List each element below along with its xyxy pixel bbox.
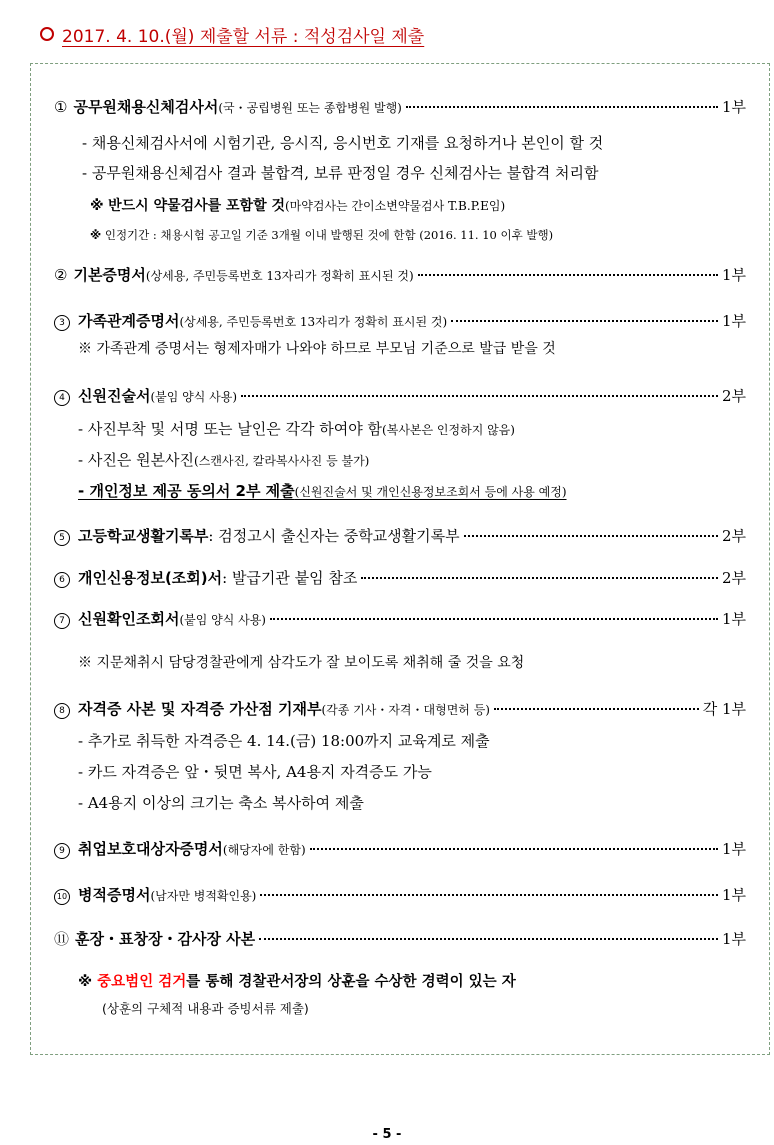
sub-note: (스캔사진, 칼라복사사진 등 불가) xyxy=(194,454,370,468)
reference-mark: ※ xyxy=(78,974,93,990)
item-label: 가족관계증명서 xyxy=(78,312,180,330)
item-label: 신원확인조회서 xyxy=(78,610,180,628)
dot-leader xyxy=(260,894,718,896)
item-count: 1부 xyxy=(721,312,746,330)
item-number: ② xyxy=(54,266,68,284)
item-count: 1부 xyxy=(721,266,746,284)
item-note: : 발급기관 붙임 참조 xyxy=(222,569,358,587)
item-4-sub-1 xyxy=(78,418,515,439)
item-6 xyxy=(54,567,746,589)
item-11-remark-2: (상훈의 구체적 내용과 증빙서류 제출) xyxy=(102,1001,309,1016)
item-10 xyxy=(54,884,746,906)
item-count: 2부 xyxy=(721,387,746,405)
remark-note: (마약검사는 간이소변약물검사 T.B.P.E임) xyxy=(285,199,506,213)
reference-mark: ※ xyxy=(90,198,104,214)
item-label: 공무원채용신체검사서 xyxy=(73,98,219,116)
dot-leader xyxy=(494,708,699,710)
item-label: 신원진술서 xyxy=(78,387,151,405)
item-number: 6 xyxy=(54,572,70,588)
item-11-remark xyxy=(78,970,516,991)
sub-text: - 사진부착 및 서명 또는 날인은 각각 하여야 함 xyxy=(78,420,383,438)
item-note: (남자만 병적확인용) xyxy=(150,889,257,903)
item-8 xyxy=(54,698,746,720)
sub-text: - 사진은 원본사진 xyxy=(78,451,195,469)
item-7 xyxy=(54,608,746,630)
item-7-remark: ※ 지문채취시 담당경찰관에게 삼각도가 잘 보이도록 채취해 줄 것을 요청 xyxy=(78,655,525,671)
item-3 xyxy=(54,310,746,332)
item-number: 10 xyxy=(54,889,70,905)
item-label: 기본증명서 xyxy=(73,266,146,284)
item-label: 병적증명서 xyxy=(78,886,151,904)
item-4 xyxy=(54,385,746,407)
item-note: : 검정고시 출신자는 중학교생활기록부 xyxy=(208,527,460,545)
dot-leader xyxy=(418,274,718,276)
item-2 xyxy=(54,264,746,285)
item-count: 2부 xyxy=(721,569,746,587)
item-note: (국・공립병원 또는 종합병원 발행) xyxy=(218,101,402,115)
item-count: 1부 xyxy=(721,930,746,948)
item-1-remark-2 xyxy=(90,227,553,243)
item-3-remark: ※ 가족관계 증명서는 형제자매가 나와야 하므로 부모님 기준으로 발급 받을 것 xyxy=(78,341,556,357)
item-number: 3 xyxy=(54,315,70,331)
item-note: (붙임 양식 사용) xyxy=(179,613,266,627)
item-label: 취업보호대상자증명서 xyxy=(78,840,223,858)
item-note: (상세용, 주민등록번호 13자리가 정확히 표시된 것) xyxy=(145,269,414,283)
item-note: (상세용, 주민등록번호 13자리가 정확히 표시된 것) xyxy=(179,315,448,329)
item-count: 각 1부 xyxy=(702,700,746,718)
item-5 xyxy=(54,525,746,547)
item-1-sub-1: - 채용신체검사서에 시험기관, 응시직, 응시번호 기재를 요청하거나 본인이 할 것 xyxy=(82,134,604,152)
item-1 xyxy=(54,96,746,117)
page-number: - 5 - xyxy=(372,1127,402,1142)
item-count: 1부 xyxy=(721,840,746,858)
item-note: (각종 기사・자격・대형면허 등) xyxy=(321,703,490,717)
item-number: 7 xyxy=(54,613,70,629)
remark-text: 를 통해 경찰관서장의 상훈을 수상한 경력이 있는 자 xyxy=(186,974,516,990)
item-8-sub-3: - A4용지 이상의 크기는 축소 복사하여 제출 xyxy=(78,794,364,812)
item-number: 4 xyxy=(54,390,70,406)
dot-leader xyxy=(259,938,718,940)
item-number: 8 xyxy=(54,703,70,719)
reference-mark: ※ xyxy=(90,228,102,242)
item-count: 2부 xyxy=(721,527,746,545)
item-number: ⑪ xyxy=(54,930,70,948)
item-note: (붙임 양식 사용) xyxy=(150,390,237,404)
title-text: 2017. 4. 10.(월) 제출할 서류 : 적성검사일 제출 xyxy=(62,27,425,47)
dot-leader xyxy=(451,320,718,322)
item-label: 개인신용정보(조회)서 xyxy=(78,569,223,587)
item-count: 1부 xyxy=(721,610,746,628)
remark-text: 인정기간 : 채용시험 공고일 기준 3개월 이내 발행된 것에 한함 (2016. 11. 10 이후 발행) xyxy=(104,228,554,242)
dot-leader xyxy=(241,395,718,397)
item-label: 자격증 사본 및 자격증 가산점 기재부 xyxy=(78,700,322,718)
item-9 xyxy=(54,838,746,860)
item-8-sub-1: - 추가로 취득한 자격증은 4. 14.(금) 18:00까지 교육계로 제출 xyxy=(78,732,490,750)
dot-leader xyxy=(406,106,718,108)
item-note: (해당자에 한함) xyxy=(222,843,306,857)
item-label: 고등학교생활기록부 xyxy=(78,527,209,545)
item-number: 9 xyxy=(54,843,70,859)
circle-bullet-icon xyxy=(40,27,54,41)
item-count: 1부 xyxy=(721,886,746,904)
item-4-sub-3 xyxy=(78,480,567,501)
item-8-sub-2: - 카드 자격증은 앞・뒷면 복사, A4용지 자격증도 가능 xyxy=(78,763,432,781)
page-title xyxy=(40,22,424,47)
highlight-text: 중요범인 검거 xyxy=(97,974,187,990)
item-1-sub-2: - 공무원채용신체검사 결과 불합격, 보류 판정일 경우 신체검사는 불합격 처리함 xyxy=(82,164,599,182)
dot-leader xyxy=(270,618,718,620)
item-number: 5 xyxy=(54,530,70,546)
sub-note: (복사본은 인정하지 않음) xyxy=(382,423,515,437)
item-number: ① xyxy=(54,98,68,116)
dot-leader xyxy=(310,848,718,850)
item-11 xyxy=(54,928,746,949)
item-1-remark-1 xyxy=(90,195,505,215)
item-count: 1부 xyxy=(721,98,746,116)
remark-bold: 반드시 약물검사를 포함할 것 xyxy=(108,198,285,214)
sub-text: - 개인정보 제공 동의서 2부 제출 xyxy=(78,482,295,500)
item-4-sub-2 xyxy=(78,449,369,470)
dot-leader xyxy=(464,535,718,537)
item-label: 훈장・표창장・감사장 사본 xyxy=(75,930,256,948)
sub-note: (신원진술서 및 개인신용정보조회서 등에 사용 예정) xyxy=(294,485,567,499)
dot-leader xyxy=(361,577,718,579)
